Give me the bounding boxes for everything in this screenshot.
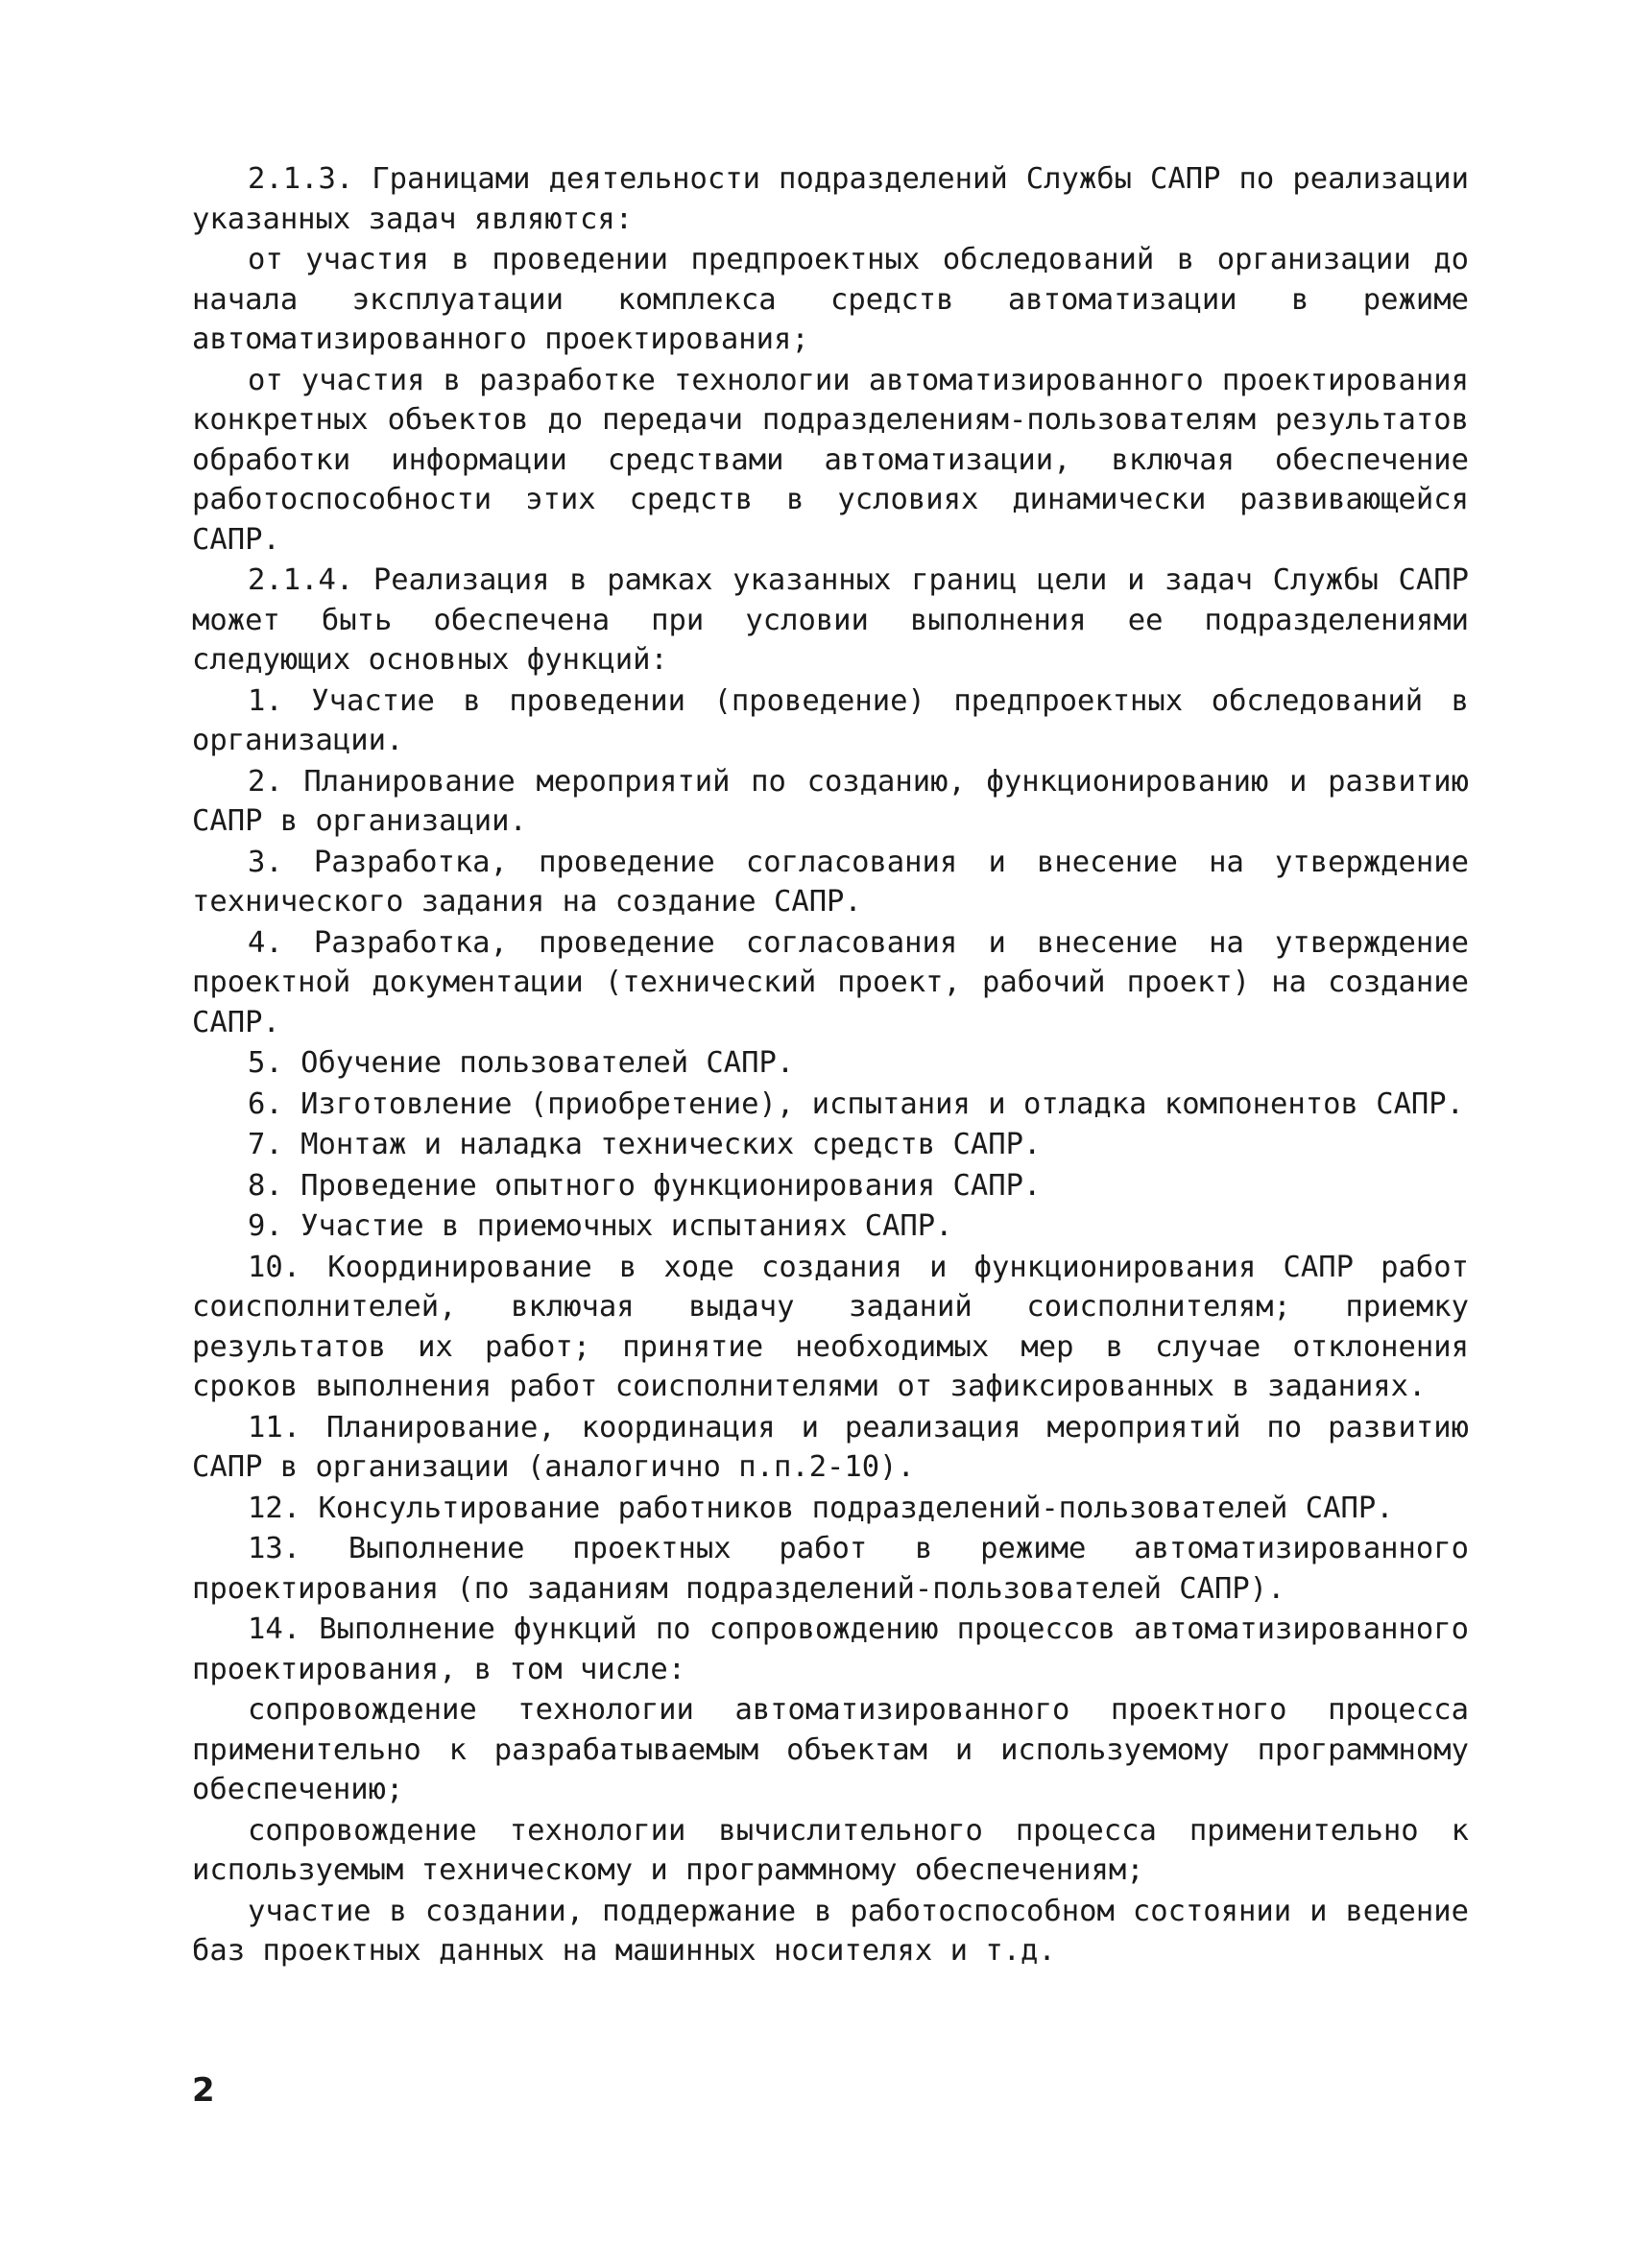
list-item-13: 13. Выполнение проектных работ в режиме автоматизированного проектирования (по заданиям подразделений-пользователей САПР). <box>192 1532 1469 1606</box>
list-item-2: 2. Планирование мероприятий по созданию, функционированию и развитию САПР в организации. <box>192 764 1469 838</box>
paragraph-2-1-4: 2.1.4. Реализация в рамках указанных границ цели и задач Службы САПР может быть обеспечена при условии выполнения ее подразделениями следующих основных функций: <box>192 563 1469 677</box>
list-item-12: 12. Консультирование работников подразделений-пользователей САПР. <box>248 1491 1394 1525</box>
list-item-1: 1. Участие в проведении (проведение) предпроектных обследований в организации. <box>192 683 1469 757</box>
paragraph-2-1-3: 2.1.3. Границами деятельности подразделений Службы САПР по реализации указанных задач являются: <box>192 162 1469 236</box>
page-number: 2 <box>192 2071 215 2110</box>
sub-item-project-technology: сопровождение технологии автоматизированного проектного процесса применительно к разрабатываемым объектам и используемому программному обеспечению; <box>192 1693 1469 1806</box>
list-item-8: 8. Проведение опытного функционирования САПР. <box>248 1168 1042 1203</box>
list-item-3: 3. Разработка, проведение согласования и внесение на утверждение технического задания на создание САПР. <box>192 845 1469 919</box>
list-item-5: 5. Обучение пользователей САПР. <box>248 1046 795 1080</box>
list-item-11: 11. Планирование, координация и реализация мероприятий по развитию САПР в организации (аналогично п.п.2-10). <box>192 1410 1469 1484</box>
list-item-14: 14. Выполнение функций по сопровождению процессов автоматизированного проектирования, в том числе: <box>192 1612 1469 1686</box>
list-item-7: 7. Монтаж и наладка технических средств САПР. <box>248 1128 1042 1161</box>
paragraph-boundary-survey: от участия в проведении предпроектных обследований в организации до начала эксплуатации комплекса средств автоматизации в режиме автоматизированного проектирования; <box>192 243 1469 356</box>
paragraph-boundary-technology: от участия в разработке технологии автоматизированного проектирования конкретных объектов до передачи подразделениям-пользователям результатов обработки информации средствами автоматизации, включая обеспечение работоспособности этих средств в условиях динамически развивающейся САПР. <box>192 363 1469 557</box>
sub-item-computing-technology: сопровождение технологии вычислительного процесса применительно к используемым техническому и программному обеспечениям; <box>192 1813 1469 1887</box>
sub-item-databases: участие в создании, поддержание в работоспособном состоянии и ведение баз проектных данных на машинных носителях и т.д. <box>192 1894 1469 1968</box>
list-item-10: 10. Координирование в ходе создания и функционирования САПР работ соисполнителей, включая выдачу заданий соисполнителям; приемку результатов их работ; принятие необходимых мер в случае отклонения сроков выполнения работ соисполнителями от зафиксированных в заданиях. <box>192 1250 1469 1403</box>
list-item-9: 9. Участие в приемочных испытаниях САПР. <box>248 1209 953 1243</box>
document-page-body <box>192 159 1469 1972</box>
list-item-4: 4. Разработка, проведение согласования и внесение на утверждение проектной документации (технический проект, рабочий проект) на создание САПР. <box>192 925 1469 1039</box>
list-item-6: 6. Изготовление (приобретение), испытания и отладка компонентов САПР. <box>248 1086 1465 1121</box>
